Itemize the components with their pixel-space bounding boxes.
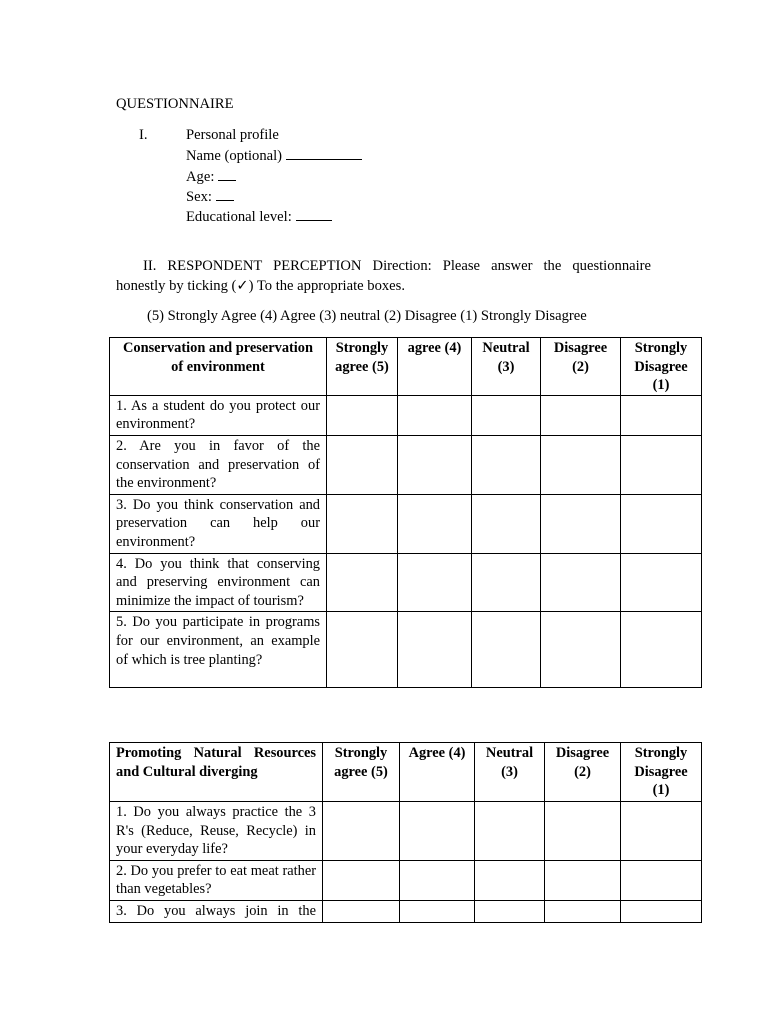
conservation-table: [109, 337, 702, 688]
tick-box[interactable]: [400, 900, 475, 922]
tick-box[interactable]: [475, 900, 545, 922]
table-row: [110, 900, 702, 922]
name-field-label: Name (optional): [186, 148, 283, 164]
section-2-direction: [116, 256, 651, 296]
table-header-row: [110, 338, 702, 396]
tick-box[interactable]: [472, 395, 541, 435]
section-2-line-2: honestly by ticking (✓) To the appropriate boxes.: [116, 278, 405, 294]
tick-box[interactable]: [327, 494, 398, 553]
tick-box[interactable]: [323, 900, 400, 922]
tick-box[interactable]: [621, 395, 702, 435]
question-text: 5. Do you participate in programs for our environment, an example of which is tree planting?: [110, 612, 327, 688]
tick-box[interactable]: [475, 860, 545, 900]
table-row: [110, 553, 702, 612]
tick-box[interactable]: [621, 900, 702, 922]
table-row: [110, 395, 702, 435]
tick-box[interactable]: [398, 395, 472, 435]
tick-box[interactable]: [541, 612, 621, 688]
tick-box[interactable]: [323, 802, 400, 861]
tick-box[interactable]: [398, 494, 472, 553]
tick-box[interactable]: [400, 802, 475, 861]
disagree-header: Disagree (2): [545, 743, 621, 802]
age-field-label: Age:: [186, 169, 215, 185]
agree-header: agree (4): [398, 338, 472, 396]
question-text: 3. Do you always join in the: [110, 900, 323, 922]
tick-box[interactable]: [400, 860, 475, 900]
tick-box[interactable]: [472, 494, 541, 553]
table-row: [110, 494, 702, 553]
table-row: [110, 435, 702, 494]
tick-box[interactable]: [621, 553, 702, 612]
name-blank[interactable]: [286, 146, 362, 160]
tick-box[interactable]: [541, 553, 621, 612]
section-2-line-1: II. RESPONDENT PERCEPTION Direction: Please answer the questionnaire: [143, 258, 651, 274]
tick-box[interactable]: [545, 860, 621, 900]
tick-box[interactable]: [398, 612, 472, 688]
tick-box[interactable]: [621, 802, 702, 861]
section-1-heading: Personal profile: [186, 127, 279, 143]
question-text: 1. As a student do you protect our environment?: [110, 395, 327, 435]
strongly-agree-header: Strongly agree (5): [323, 743, 400, 802]
question-text: 3. Do you think conservation and preservation can help our environment?: [110, 494, 327, 553]
table-row: [110, 612, 702, 688]
neutral-header: Neutral (3): [475, 743, 545, 802]
education-field-label: Educational level:: [186, 209, 292, 225]
tick-box[interactable]: [621, 435, 702, 494]
question-text: 4. Do you think that conserving and preserving environment can minimize the impact of tourism?: [110, 553, 327, 612]
age-field: [186, 167, 236, 186]
sex-field-label: Sex:: [186, 189, 212, 205]
tick-box[interactable]: [621, 860, 702, 900]
name-field: [186, 146, 362, 165]
tick-box[interactable]: [541, 494, 621, 553]
tick-box[interactable]: [545, 802, 621, 861]
natural-resources-table: [109, 742, 702, 923]
tick-box[interactable]: [541, 395, 621, 435]
disagree-header: Disagree (2): [541, 338, 621, 396]
tick-box[interactable]: [398, 435, 472, 494]
tick-box[interactable]: [327, 553, 398, 612]
category-header: Conservation and preservation of environment: [110, 338, 327, 396]
table-row: [110, 860, 702, 900]
strongly-agree-header: Strongly agree (5): [327, 338, 398, 396]
education-field: [186, 207, 332, 226]
tick-box[interactable]: [475, 802, 545, 861]
question-text: 2. Do you prefer to eat meat rather than vegetables?: [110, 860, 323, 900]
rating-scale-legend: (5) Strongly Agree (4) Agree (3) neutral (2) Disagree (1) Strongly Disagree: [147, 308, 587, 324]
tick-box[interactable]: [472, 612, 541, 688]
tick-box[interactable]: [327, 612, 398, 688]
agree-header: Agree (4): [400, 743, 475, 802]
tick-box[interactable]: [545, 900, 621, 922]
table-header-row: [110, 743, 702, 802]
tick-box[interactable]: [327, 435, 398, 494]
age-blank[interactable]: [218, 167, 236, 181]
question-text: 2. Are you in favor of the conservation and preservation of the environment?: [110, 435, 327, 494]
question-text: 1. Do you always practice the 3 R's (Reduce, Reuse, Recycle) in your everyday life?: [110, 802, 323, 861]
sex-field: [186, 187, 234, 206]
section-1-number: I.: [139, 127, 148, 143]
questionnaire-title: QUESTIONNAIRE: [116, 96, 234, 112]
education-blank[interactable]: [296, 207, 332, 221]
tick-box[interactable]: [323, 860, 400, 900]
tick-box[interactable]: [327, 395, 398, 435]
tick-box[interactable]: [621, 494, 702, 553]
tick-box[interactable]: [621, 612, 702, 688]
strongly-disagree-header: Strongly Disagree (1): [621, 743, 702, 802]
sex-blank[interactable]: [216, 187, 234, 201]
category-header: Promoting Natural Resources and Cultural diverging: [110, 743, 323, 802]
tick-box[interactable]: [472, 435, 541, 494]
tick-box[interactable]: [541, 435, 621, 494]
strongly-disagree-header: Strongly Disagree (1): [621, 338, 702, 396]
neutral-header: Neutral (3): [472, 338, 541, 396]
table-row: [110, 802, 702, 861]
tick-box[interactable]: [472, 553, 541, 612]
tick-box[interactable]: [398, 553, 472, 612]
